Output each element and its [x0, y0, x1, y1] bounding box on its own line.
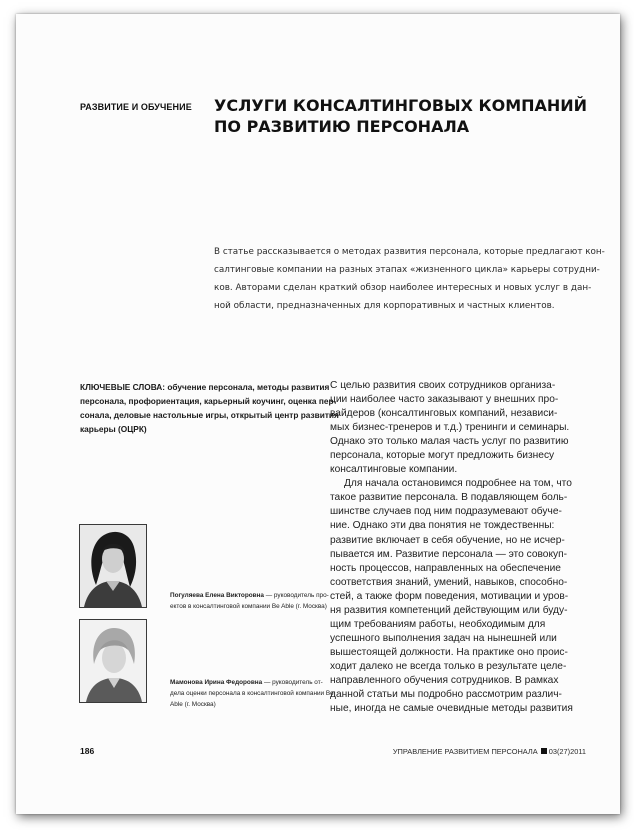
body-line: ние. Однако эти два понятия не тождественны:: [330, 520, 555, 532]
lead-line: ной области, предназначенных для корпоративных и частных клиентов.: [214, 301, 555, 311]
magazine-page: [16, 14, 620, 814]
body-line: Для начала остановимся подробнее на том, что: [344, 478, 572, 490]
body-line: пывается им. Развитие персонала — это совокуп-: [330, 548, 568, 560]
body-line: такое развитие персонала. В подавляющем боль-: [330, 492, 568, 504]
body-line: развитие включает в себя обучение, но не исчер-: [330, 534, 565, 546]
keywords-line: персонала, профориентация, карьерный коучинг, оценка пер-: [80, 396, 337, 406]
lead-line: салтинговые компании на разных этапах «жизненного цикла» карьеры сотрудни-: [214, 265, 600, 275]
body-line: ные, иногда не самые очевидные методы развития: [330, 703, 573, 715]
page-number: 186: [80, 746, 95, 756]
body-line: вайдеров (консалтинговых компаний, независи-: [330, 408, 558, 420]
body-line: ня развития компетенций действующим или буду-: [330, 604, 568, 616]
body-line: Однако это только малая часть услуг по развитию: [330, 436, 569, 448]
journal-issue: 03(27)2011: [548, 747, 586, 756]
body-line: успешного выполнения задач на нынешней или: [330, 632, 557, 644]
body-line: вышестоящей должности. На практике оно проис-: [330, 646, 568, 658]
author-role: Able (г. Москва): [170, 701, 216, 708]
author-role: — руководитель от-: [262, 679, 323, 686]
journal-name: УПРАВЛЕНИЕ РАЗВИТИЕМ ПЕРСОНАЛА: [392, 747, 538, 756]
journal-footer: [393, 747, 586, 756]
keywords-line: КЛЮЧЕВЫЕ СЛОВА: обучение персонала, методы развития: [80, 382, 330, 392]
body-line: соответствия знаний, умений, навыков, способно-: [330, 576, 568, 588]
square-bullet-icon: [541, 748, 547, 754]
lead-line: В статье рассказывается о методах развития персонала, которые предлагают кон-: [214, 247, 605, 257]
article-body: [330, 379, 612, 716]
author-name: Мамонова Ирина Федоровна: [170, 679, 263, 686]
author-caption-1: [170, 590, 330, 612]
author-photo-2: [79, 619, 147, 703]
author-role: дела оценки персонала в консалтинговой компании Be: [170, 690, 334, 697]
article-lead: [214, 243, 604, 315]
keywords-line: сонала, деловые настольные игры, открытый центр развития: [80, 410, 339, 420]
body-line: ции наиболее часто заказывают у внешних про-: [330, 394, 559, 406]
body-line: направленного обучения сотрудников. В рамках: [330, 674, 559, 686]
author-name: Погуляева Елена Викторовна: [170, 592, 264, 599]
author-caption-2: [170, 677, 334, 710]
body-line: С целью развития своих сотрудников организа-: [330, 380, 556, 391]
title-line: ПО РАЗВИТИЮ ПЕРСОНАЛА: [214, 117, 470, 136]
body-line: ность процессов, направленных на обеспечение: [330, 562, 561, 574]
keywords-line: карьеры (ОЦРК): [80, 424, 147, 434]
body-line: ходит далеко не всегда только в результате целе-: [330, 660, 567, 672]
author-role: ектов в консалтинговой компании Be Able (г. Москва): [170, 603, 327, 610]
author-role: — руководитель про-: [263, 592, 329, 599]
title-line: УСЛУГИ КОНСАЛТИНГОВЫХ КОМПАНИЙ: [214, 96, 588, 115]
lead-line: ков. Авторами сделан краткий обзор наиболее интересных и новых услуг в дан-: [214, 283, 592, 293]
body-line: стей, а также форм поведения, мотивации и уров-: [330, 590, 569, 602]
body-line: данной статьи мы подробно рассмотрим различ-: [330, 689, 562, 701]
body-line: персонала, которые могут предложить бизнесу: [330, 450, 555, 462]
article-title: [214, 95, 594, 137]
body-line: мых бизнес-тренеров и т.д.) тренинги и семинары.: [330, 422, 570, 434]
body-line: шинстве случаев под ним подразумевают обуче-: [330, 506, 562, 518]
body-line: консалтинговые компании.: [330, 464, 458, 476]
keywords-block: [80, 380, 339, 436]
author-photo-1: [79, 524, 147, 608]
section-label: РАЗВИТИЕ И ОБУЧЕНИЕ: [80, 102, 192, 112]
body-line: щим требованиям работы, необходимым для: [330, 618, 546, 630]
